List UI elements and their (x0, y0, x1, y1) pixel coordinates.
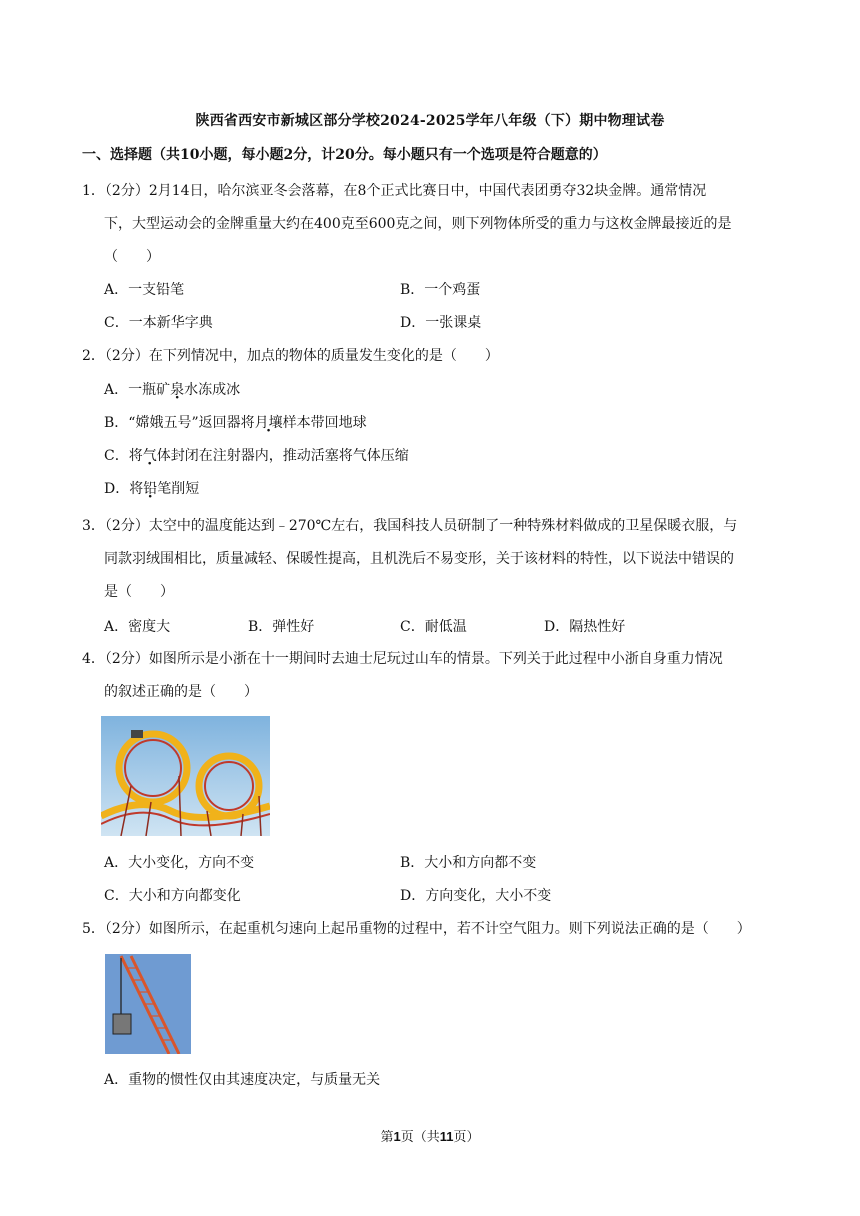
option-b-prefix: B．“嫦娥五号”返回器将 (104, 415, 255, 431)
option-c-suffix: 体封闭在注射器内，推动活塞将气体压缩 (156, 448, 409, 464)
roller-coaster-image (101, 716, 270, 836)
question-1-options-row-2 (104, 311, 784, 335)
question-1-line-3: （ ） (104, 249, 160, 265)
dotted-object: 铅 (143, 481, 158, 497)
question-5-option-a (104, 1068, 784, 1092)
option-d[interactable]: D．隔热性好 (544, 619, 626, 635)
option-d-prefix: D．将 (104, 481, 144, 497)
exam-title: 陕西省西安市新城区部分学校2024-2025学年八年级（下）期中物理试卷 (195, 113, 665, 129)
question-4-line-1: 4．（2分）如图所示是小浙在十一期间时去迪士尼玩过山车的情景。下列关于此过程中小浙自身重力情况 (82, 651, 723, 667)
question-1-options-row-1 (104, 278, 784, 302)
question-1-line-1: 1．（2分）2月14日，哈尔滨亚冬会落幕，在8个正式比赛日中，中国代表团勇夺32块金牌。通常情况 (82, 183, 707, 199)
option-a-suffix: 冻成冰 (198, 382, 241, 398)
question-4-line-2: 的叙述正确的是（ ） (104, 684, 258, 700)
question-4-options-row-2 (104, 884, 784, 908)
option-d[interactable]: D．一张课桌 (400, 315, 482, 331)
option-c[interactable]: C．大小和方向都变化 (104, 888, 241, 904)
total-pages: 11 (439, 1129, 454, 1144)
footer-middle: 页（共 (400, 1130, 440, 1145)
option-c[interactable]: C．一本新华字典 (104, 315, 213, 331)
question-2-option-b[interactable] (104, 411, 784, 435)
question-3-options (104, 615, 784, 639)
question-3-line-2: 同款羽绒围相比，质量减轻、保暖性提高，且机洗后不易变形，关于该材料的特性，以下说法中错误的 (104, 551, 734, 567)
dotted-object: 气 (142, 448, 157, 464)
question-2-stem: 2．（2分）在下列情况中，加点的物体的质量发生变化的是（ ） (82, 348, 499, 364)
section-heading: 一、选择题（共10小题，每小题2分，计20分。每小题只有一个选项是符合题意的） (82, 147, 607, 163)
footer-suffix: 页） (453, 1130, 480, 1145)
option-a-prefix: A．一瓶 (104, 382, 157, 398)
question-2-option-d[interactable] (104, 477, 784, 501)
question-3-line-1: 3．（2分）太空中的温度能达到﹣270℃左右，我国科技人员研制了一种特殊材料做成的卫星保暖衣服，与 (82, 518, 738, 534)
option-d[interactable]: D．方向变化，大小不变 (400, 888, 552, 904)
question-2-option-c[interactable] (104, 444, 784, 468)
page-number: 1 (393, 1129, 401, 1144)
page-footer (0, 1126, 860, 1145)
question-3-line-3: 是（ ） (104, 584, 174, 600)
option-d-suffix: 笔削短 (157, 481, 200, 497)
dotted-object: 矿泉水 (156, 382, 199, 398)
crane-image (105, 954, 191, 1054)
option-c-prefix: C．将 (104, 448, 143, 464)
question-4-options-row-1 (104, 851, 784, 875)
option-b[interactable]: B．大小和方向都不变 (400, 855, 537, 871)
question-5-line-1: 5．（2分）如图所示，在起重机匀速向上起吊重物的过程中，若不计空气阻力。则下列说法正确的是（ ） (82, 921, 751, 937)
option-b[interactable]: B．弹性好 (248, 619, 315, 635)
option-c[interactable]: C．耐低温 (400, 619, 467, 635)
option-b[interactable]: B．一个鸡蛋 (400, 282, 481, 298)
option-a[interactable]: A．一支铅笔 (104, 282, 185, 298)
question-1-line-2: 下，大型运动会的金牌重量大约在400克至600克之间，则下列物体所受的重力与这枚金牌最接近的是 (104, 216, 732, 232)
option-a[interactable]: A．重物的惯性仅由其速度决定，与质量无关 (104, 1072, 381, 1088)
question-2-option-a[interactable] (104, 378, 784, 402)
footer-prefix: 第 (380, 1130, 394, 1145)
dotted-object: 月壤 (254, 415, 283, 431)
option-a[interactable]: A．大小变化，方向不变 (104, 855, 255, 871)
option-b-suffix: 样本带回地球 (282, 415, 367, 431)
option-a[interactable]: A．密度大 (104, 619, 171, 635)
